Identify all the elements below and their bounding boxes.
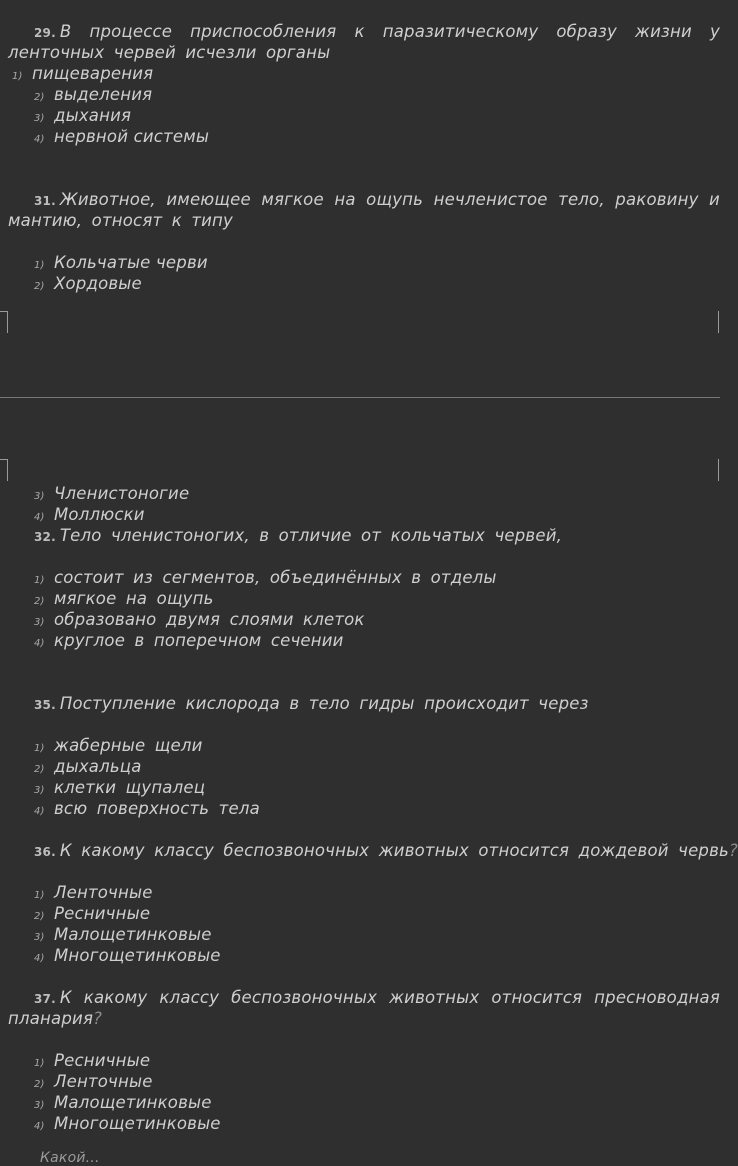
q36-option-4: 4) Многощетинковые [34,946,221,965]
q32-option-1: 1) состоит из сегментов, объединённых в отделы [34,568,497,587]
q36-option-3: 3) Малощетинковые [34,925,212,944]
q29-number: 29. [34,26,56,40]
q29-line1: 29. В процессе приспособления к паразитическому образу жизни у [34,22,720,41]
q32-text: 32. Тело членистоногих, в отличие от кольчатых червей, [34,526,563,545]
q29-option-1: 1) пищеварения [12,64,154,83]
q35-text: 35. Поступление кислорода в тело гидры происходит через [34,694,589,713]
q31-option-4: 4) Моллюски [34,505,145,524]
page-edge-left-top [7,311,8,333]
q37-line2: планария? [8,1009,103,1028]
q31-option-1: 1) Кольчатые черви [34,253,208,272]
q29-option-4: 4) нервной системы [34,127,210,146]
q36-text: 36. К какому классу беспозвоночных животных относится дождевой червь? [34,841,738,860]
q37-number: 37. [34,992,56,1006]
q37-option-3: 3) Малощетинковые [34,1093,212,1112]
page-corner-bottom-left [0,459,7,460]
q35-number: 35. [34,698,56,712]
q37-option-1: 1) Ресничные [34,1051,151,1070]
q32-option-2: 2) мягкое на ощупь [34,589,214,608]
q29-line2: ленточных червей исчезли органы [8,43,331,62]
q35-option-2: 2) дыхальца [34,757,142,776]
q35-option-1: 1) жаберные щели [34,736,203,755]
q35-option-4: 4) всю поверхность тела [34,799,260,818]
page-edge-right-top [718,311,719,333]
q36-number: 36. [34,845,56,859]
q31-option-3: 3) Членистоногие [34,484,190,503]
page-corner-top-left [0,311,7,312]
page-edge-right-bottom [718,459,719,481]
q32-number: 32. [34,530,56,544]
q29-option-2: 2) выделения [34,85,153,104]
q37-option-2: 2) Ленточные [34,1072,153,1091]
page-separator [0,397,720,398]
q31-line2: мантию, относят к типу [8,211,234,230]
page-edge-left-bottom [7,459,8,481]
q31-number: 31. [34,194,56,208]
q37-option-4: 4) Многощетинковые [34,1114,221,1133]
q37-line1: 37. К какому классу беспозвоночных животных относится пресноводная [34,988,720,1007]
q36-option-2: 2) Ресничные [34,904,151,923]
clipped-next-question: Какой... [40,1150,100,1166]
q31-option-2: 2) Хордовые [34,274,142,293]
q29-option-3: 3) дыхания [34,106,132,125]
q32-option-4: 4) круглое в поперечном сечении [34,631,344,650]
q36-option-1: 1) Ленточные [34,883,153,902]
q32-option-3: 3) образовано двумя слоями клеток [34,610,365,629]
q31-line1: 31. Животное, имеющее мягкое на ощупь нечленистое тело, раковину и [34,190,720,209]
q35-option-3: 3) клетки щупалец [34,778,206,797]
